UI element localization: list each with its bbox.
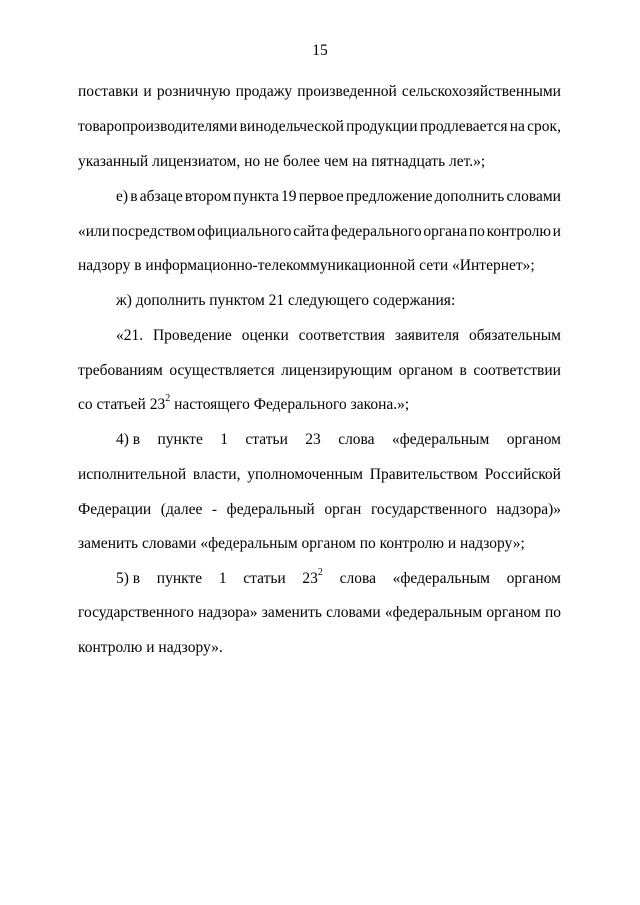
word: лицензирующим <box>281 362 393 379</box>
word: 1 <box>220 431 228 448</box>
text-line-16 <box>78 604 561 622</box>
word: пункте <box>157 431 203 448</box>
text-line-7: ж) дополнить пунктом 21 следующего содержания: <box>116 292 456 309</box>
text-line-12 <box>78 466 561 484</box>
word: осуществляется <box>169 362 275 379</box>
word: слова <box>338 431 375 448</box>
word: пункте <box>156 570 203 587</box>
word: органом <box>398 362 453 379</box>
word: 23 <box>302 570 318 587</box>
word: орган <box>324 501 362 518</box>
word: Проведение <box>152 327 232 344</box>
word: органом <box>506 431 561 448</box>
word: винодельческой <box>239 118 344 135</box>
word: продажу <box>235 83 293 100</box>
word: продукции <box>346 118 418 135</box>
word: сайта <box>293 223 330 240</box>
text-line-13 <box>78 501 561 519</box>
word: федеральный <box>226 501 315 518</box>
word: 19 <box>281 188 297 205</box>
word: и <box>552 223 561 240</box>
word: органом <box>486 604 541 621</box>
superscript-2: 2 <box>165 392 171 404</box>
word: словами <box>506 188 561 205</box>
text-line-5 <box>78 223 561 241</box>
word: и <box>143 83 152 100</box>
word: Федерации <box>78 501 152 518</box>
word: обязательным <box>469 327 561 344</box>
text-line-10-end: настоящего Федерального закона.»; <box>170 396 410 413</box>
word: соответствия <box>298 327 386 344</box>
word: 1 <box>218 570 227 587</box>
word: (далее <box>160 501 203 518</box>
word: продлевается <box>419 118 508 135</box>
word: абзаце <box>139 188 183 205</box>
word: по <box>544 604 561 621</box>
word: 4) в <box>116 431 141 448</box>
word: требованиям <box>78 362 163 379</box>
word: органа <box>423 223 468 240</box>
word: 23 <box>305 431 321 448</box>
word: власти, <box>192 466 241 483</box>
text-line-14: заменить словами «федеральным органом по контролю и надзору»; <box>78 535 525 552</box>
word: надзора)» <box>496 501 561 518</box>
text-line-8 <box>116 327 561 345</box>
word: втором <box>184 188 232 205</box>
word: по <box>468 223 485 240</box>
word: произведенной <box>297 83 397 100</box>
word: уполномоченным <box>247 466 363 483</box>
word: государственного <box>370 501 487 518</box>
text-line-15 <box>116 566 561 588</box>
text-line-11 <box>116 431 561 449</box>
word: 5) в <box>116 570 141 587</box>
word: розничную <box>156 83 231 100</box>
word: «федеральным <box>392 570 490 587</box>
superscript-2: 2 <box>317 566 323 578</box>
word: органом <box>506 570 561 587</box>
word: на <box>509 118 525 135</box>
word: словами <box>326 604 381 621</box>
word: «21. <box>116 327 144 344</box>
text-line-4 <box>116 188 561 206</box>
word: Правительством <box>369 466 478 483</box>
word: посредством <box>111 223 196 240</box>
word: товаропроизводителями <box>78 118 238 135</box>
text-line-17: контролю и надзору». <box>78 639 223 656</box>
word: государственного <box>78 604 194 621</box>
word: срок, <box>527 118 561 135</box>
word: исполнительной <box>78 466 187 483</box>
word: статьи <box>243 570 286 587</box>
page-number: 15 <box>312 42 328 59</box>
word: пункта <box>233 188 279 205</box>
word: дополнить <box>434 188 505 205</box>
word: официального <box>197 223 292 240</box>
word: статьи <box>245 431 288 448</box>
word: сельскохозяйственными <box>401 83 561 100</box>
text-line-6: надзору в информационно-телекоммуникационной сети «Интернет»; <box>78 257 535 274</box>
text-line-1 <box>78 83 561 101</box>
word: - <box>211 501 218 518</box>
word: первое <box>298 188 344 205</box>
word: поставки <box>78 83 139 100</box>
word: заменить <box>261 604 322 621</box>
word: соответствии <box>473 362 561 379</box>
word: «федеральным <box>384 604 483 621</box>
word: заявителя <box>394 327 460 344</box>
word: в <box>130 188 138 205</box>
word: оценки <box>241 327 289 344</box>
text-line-10-start: со статьей 23 <box>78 396 166 413</box>
word: надзора» <box>198 604 258 621</box>
word: е) <box>116 188 129 205</box>
word: слова <box>339 570 376 587</box>
word: в <box>459 362 467 379</box>
word: контролю <box>486 223 551 240</box>
word: федерального <box>330 223 422 240</box>
word: предложение <box>345 188 433 205</box>
text-line-3: указанный лицензиатом, но не более чем на пятнадцать лет.»; <box>78 153 486 170</box>
text-line-2 <box>78 118 561 136</box>
text-line-9 <box>78 362 561 380</box>
word: Российской <box>484 466 561 483</box>
article-number <box>302 566 323 588</box>
word: «федеральным <box>391 431 490 448</box>
text-line-10 <box>78 392 561 414</box>
word: «или <box>78 223 111 240</box>
